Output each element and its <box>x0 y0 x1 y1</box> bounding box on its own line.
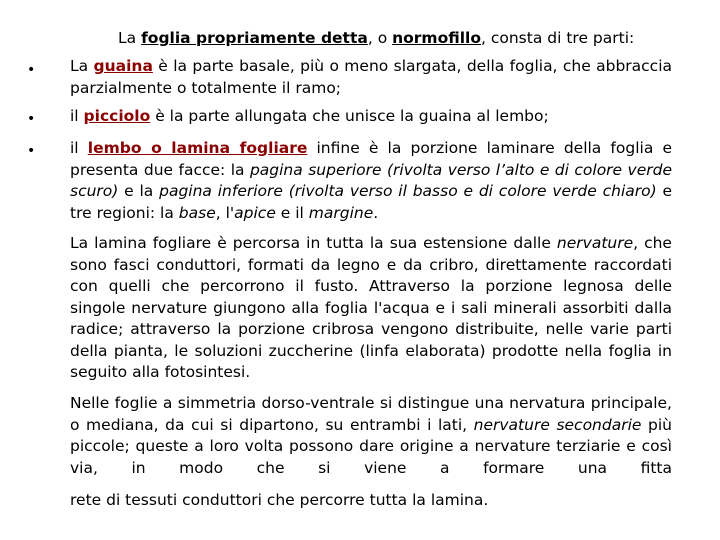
term-guaina: guaina <box>93 57 153 75</box>
bullet-marker: • <box>27 62 36 78</box>
term-margine: margine <box>308 203 374 222</box>
paragraph-text: più piccole; queste a loro volta possono dare origine a nervature terziarie e così via, in modo che si viene a formare una fitta <box>70 415 672 477</box>
item-text: e il <box>275 203 309 222</box>
paragraph-simmetria <box>70 393 672 479</box>
bullet-marker: • <box>27 143 36 159</box>
term-apice: apice <box>234 203 276 222</box>
paragraph-nervature <box>70 233 672 384</box>
paragraph-last-line: rete di tessuti conduttori che percorre tutta la lamina. <box>70 491 489 509</box>
item-text: . <box>373 203 379 222</box>
intro-mid: , o <box>367 29 393 47</box>
term-pagina-superiore: pagina superiore (rivolta verso l’alto e di colore verde scuro) <box>70 160 672 200</box>
bullet-marker: • <box>27 111 36 127</box>
term-normofillo: normofillo <box>392 29 481 47</box>
term-base: base <box>178 203 216 222</box>
item-text: è la parte basale, più o meno slargata, della foglia, che abbraccia parzialmente o totalmente il ramo; <box>70 57 673 97</box>
term-nervature-secondarie: nervature secondarie <box>473 415 642 434</box>
term-nervature: nervature <box>556 234 634 252</box>
item-text: è la parte allungata che unisce la guaina al lembo; <box>150 107 549 125</box>
term-pagina-inferiore: pagina inferiore (rivolta verso il basso e di colore verde chiaro) <box>159 182 657 200</box>
item-text: e la <box>118 182 160 200</box>
intro-post: , consta di tre parti: <box>481 29 635 47</box>
paragraph-text: La lamina fogliare è percorsa in tutta la sua estensione dalle <box>70 234 557 252</box>
term-picciolo: picciolo <box>83 107 151 125</box>
item-text: il <box>70 107 84 125</box>
intro-line <box>118 28 678 50</box>
item-text: il <box>70 139 88 157</box>
item-text: infine è la porzione laminare della foglia e presenta due facce: la <box>70 139 672 179</box>
list-item-guaina <box>70 56 672 99</box>
intro-pre: La <box>118 29 142 47</box>
list-item-picciolo <box>70 106 672 128</box>
item-text: , l' <box>215 203 235 222</box>
term-lembo: lembo o lamina fogliare <box>87 139 308 157</box>
term-foglia-propriamente-detta: foglia propriamente detta <box>141 29 368 47</box>
item-text: e tre regioni: la <box>70 182 673 222</box>
paragraph-text: , che sono fasci conduttori, formati da legno e da cribro, direttamente raccordati con quelli che percorrono il fusto. Attraverso la porzione legnosa delle singole nervature giungono alla foglia l'acqua e i sali minerali assorbiti dalla radice; attraverso la porzione cribrosa vengono distribuite, nelle varie parti della pianta, le soluzioni zuccherine (linfa elaborata) prodotte nella foglia in seguito alla fotosintesi. <box>70 234 672 381</box>
list-item-lembo <box>70 138 672 224</box>
item-text: La <box>70 57 94 75</box>
paragraph-text: Nelle foglie a simmetria dorso-ventrale si distingue una nervatura principale, o mediana, da cui si dipartono, su entrambi i lati, <box>70 394 672 434</box>
